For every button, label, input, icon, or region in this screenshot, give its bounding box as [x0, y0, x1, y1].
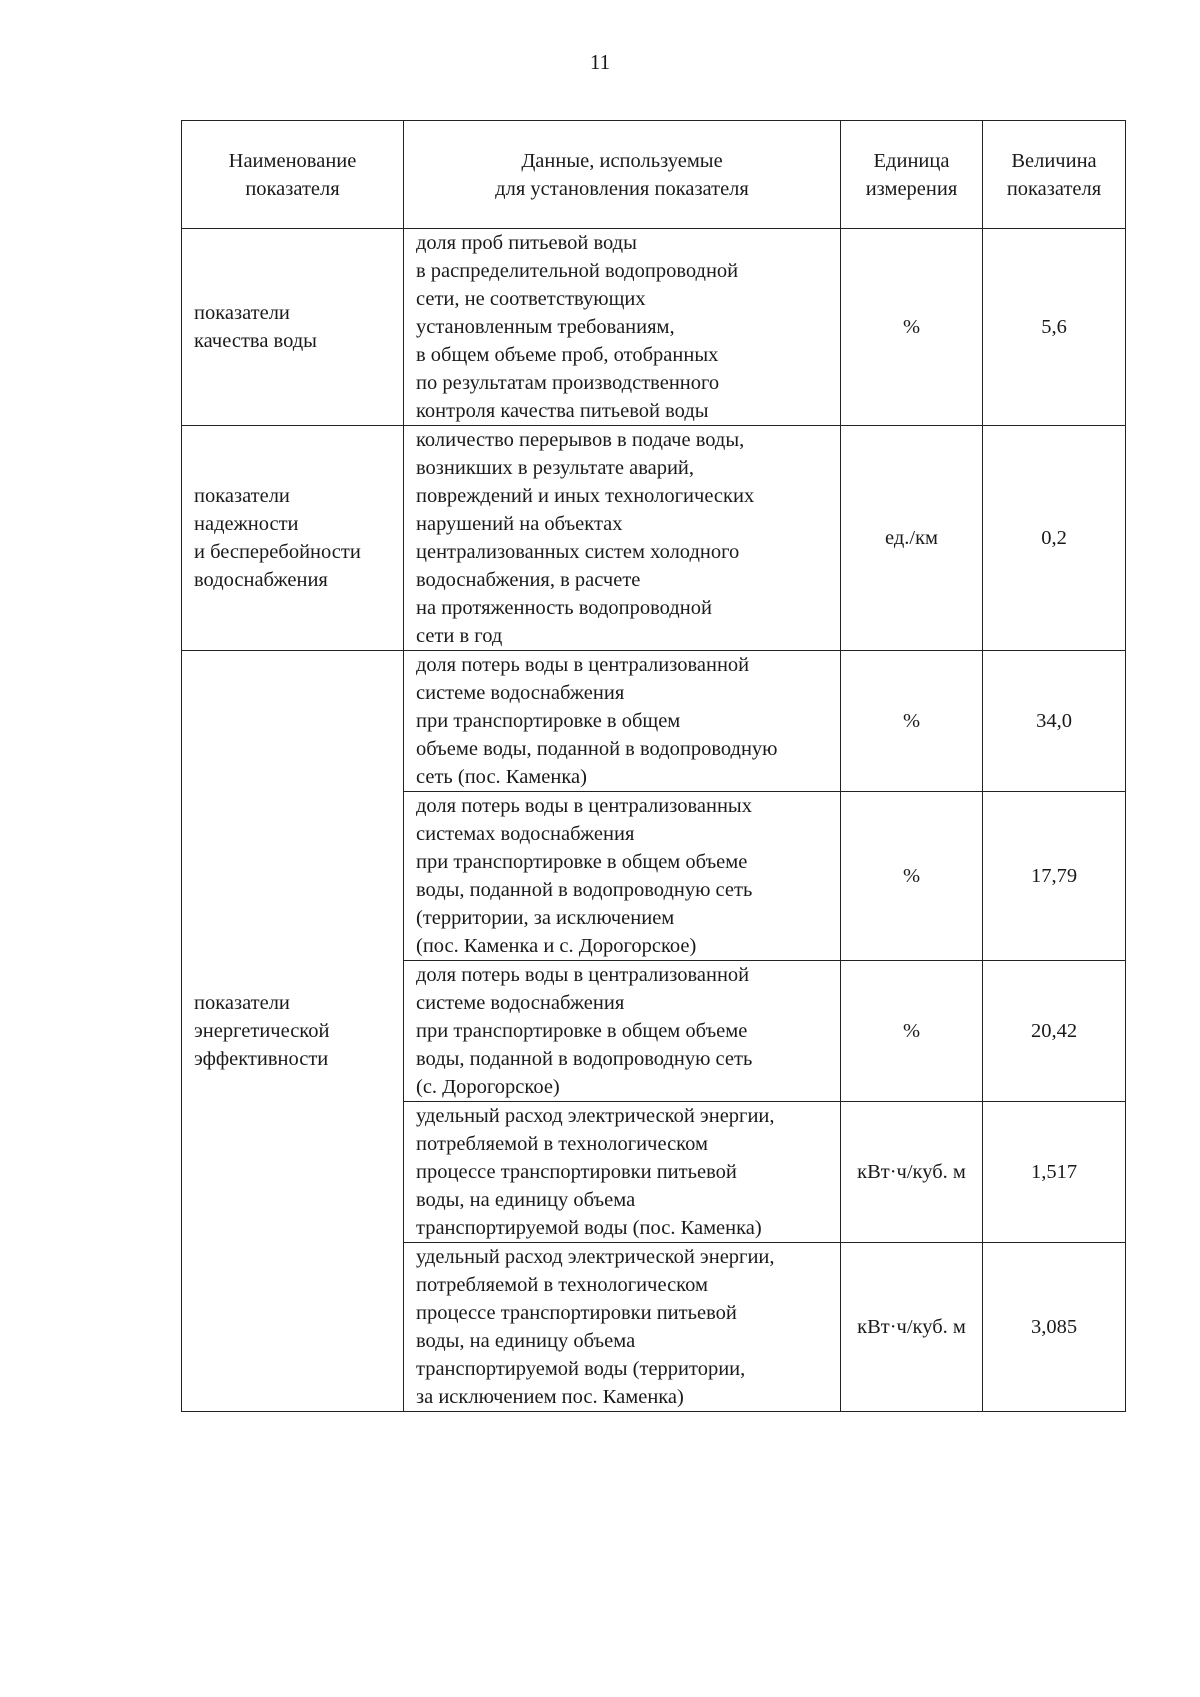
row-description: доля потерь воды в централизованных системах водоснабжения при транспортировке в общем объеме воды, поданной в водопроводную сеть (территории, за исключением (пос. Каменка и с. Дорогорское): [404, 792, 841, 961]
group-name-energy-efficiency: показатели энергетической эффективности: [182, 651, 404, 1412]
row-unit: %: [841, 792, 983, 961]
row-value: 0,2: [983, 426, 1126, 651]
row-description: удельный расход электрической энергии, потребляемой в технологическом процессе транспортировки питьевой воды, на единицу объема транспортируемой воды (территории, за исключением пос. Каменка): [404, 1243, 841, 1412]
group-name-water-quality: показатели качества воды: [182, 229, 404, 426]
page-number: 11: [589, 50, 611, 74]
row-value: 3,085: [983, 1243, 1126, 1412]
row-value: 5,6: [983, 229, 1126, 426]
row-value: 1,517: [983, 1102, 1126, 1243]
row-description: доля проб питьевой воды в распределительной водопроводной сети, не соответствующих установленным требованиям, в общем объеме проб, отобранных по результатам производственного контроля качества питьевой воды: [404, 229, 841, 426]
header-indicator-name: Наименование показателя: [182, 121, 404, 229]
header-source-data: Данные, используемые для установления показателя: [404, 121, 841, 229]
row-value: 17,79: [983, 792, 1126, 961]
row-unit: %: [841, 651, 983, 792]
row-description: доля потерь воды в централизованной системе водоснабжения при транспортировке в общем объеме воды, поданной в водопроводную сеть (пос. Каменка): [404, 651, 841, 792]
row-value: 20,42: [983, 961, 1126, 1102]
header-unit: Единица измерения: [841, 121, 983, 229]
table-row: [182, 229, 1126, 426]
table-row: [182, 651, 1126, 792]
row-unit: кВт·ч/куб. м: [841, 1243, 983, 1412]
row-description: доля потерь воды в централизованной системе водоснабжения при транспортировке в общем объеме воды, поданной в водопроводную сеть (с. Дорогорское): [404, 961, 841, 1102]
group-name-reliability: показатели надежности и бесперебойности водоснабжения: [182, 426, 404, 651]
row-description: удельный расход электрической энергии, потребляемой в технологическом процессе транспортировки питьевой воды, на единицу объема транспортируемой воды (пос. Каменка): [404, 1102, 841, 1243]
table-header-row: [182, 121, 1126, 229]
row-unit: %: [841, 961, 983, 1102]
row-description: количество перерывов в подаче воды, возникших в результате аварий, повреждений и иных технологических нарушений на объектах централизованных систем холодного водоснабжения, в расчете на протяженность водопроводной сети в год: [404, 426, 841, 651]
row-unit: %: [841, 229, 983, 426]
row-value: 34,0: [983, 651, 1126, 792]
header-value: Величина показателя: [983, 121, 1126, 229]
row-unit: кВт·ч/куб. м: [841, 1102, 983, 1243]
indicators-table: [181, 120, 1126, 1412]
table-row: [182, 426, 1126, 651]
row-unit: ед./км: [841, 426, 983, 651]
